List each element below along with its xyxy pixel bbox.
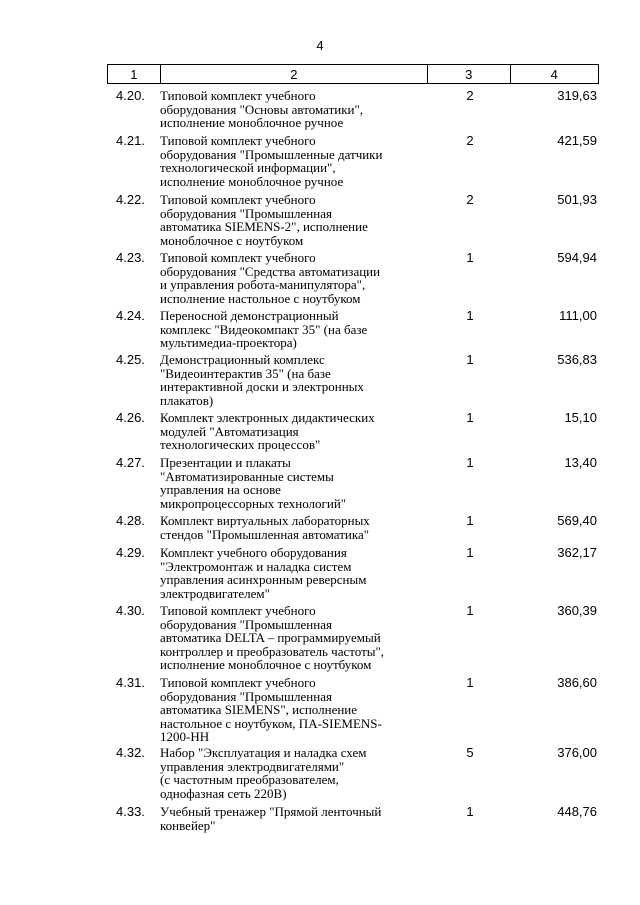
row-description: Презентации и плакаты "Автоматизированные системы управления на основе микропроцессорных технологий"	[160, 455, 347, 511]
row-number: 4.25.	[116, 352, 145, 367]
row-description: Переносной демонстрационный комплекс "Видеокомпакт 35" (на базе мультимедиа-проектора)	[160, 308, 368, 350]
row-price: 111,00	[559, 308, 597, 323]
row-number: 4.30.	[116, 603, 145, 618]
row-price: 376,00	[557, 745, 597, 760]
row-price: 360,39	[557, 603, 597, 618]
row-price: 536,83	[557, 352, 597, 367]
row-quantity: 1	[466, 455, 474, 470]
row-price: 421,59	[557, 133, 597, 148]
row-number: 4.32.	[116, 745, 145, 760]
row-quantity: 1	[466, 804, 474, 819]
row-price: 13,40	[564, 455, 597, 470]
row-number: 4.31.	[116, 675, 145, 690]
row-number: 4.33.	[116, 804, 145, 819]
row-number: 4.28.	[116, 513, 145, 528]
row-price: 386,60	[557, 675, 597, 690]
row-number: 4.22.	[116, 192, 145, 207]
row-number: 4.23.	[116, 250, 145, 265]
row-quantity: 2	[466, 133, 474, 148]
row-description: Комплект учебного оборудования "Электромонтаж и наладка систем управления асинхронным реверсным электродвигателем"	[160, 545, 367, 601]
row-price: 15,10	[564, 410, 597, 425]
header-col-3: 3	[428, 65, 511, 84]
row-description: Демонстрационный комплекс "Видеоинтерактив 35" (на базе интерактивной доски и электронных плакатов)	[160, 352, 364, 408]
row-price: 319,63	[557, 88, 597, 103]
row-description: Типовой комплект учебного оборудования "Промышленные датчики технологической информации", исполнение моноблочное ручное	[160, 133, 383, 189]
header-col-1: 1	[108, 65, 161, 84]
row-description: Учебный тренажер "Прямой ленточный конвейер"	[160, 804, 382, 833]
row-number: 4.21.	[116, 133, 145, 148]
row-quantity: 2	[466, 192, 474, 207]
row-quantity: 1	[466, 308, 474, 323]
row-quantity: 1	[466, 675, 474, 690]
row-description: Комплект виртуальных лабораторных стендов "Промышленная автоматика"	[160, 513, 370, 542]
row-number: 4.20.	[116, 88, 145, 103]
row-price: 448,76	[557, 804, 597, 819]
page-number: 4	[316, 38, 324, 53]
row-quantity: 2	[466, 88, 474, 103]
header-col-2: 2	[160, 65, 427, 84]
row-price: 569,40	[557, 513, 597, 528]
row-price: 501,93	[557, 192, 597, 207]
row-quantity: 1	[466, 410, 474, 425]
row-quantity: 1	[466, 603, 474, 618]
row-quantity: 1	[466, 250, 474, 265]
row-description: Типовой комплект учебного оборудования "Основы автоматики", исполнение моноблочное ручное	[160, 88, 364, 130]
row-quantity: 1	[466, 352, 474, 367]
row-number: 4.24.	[116, 308, 145, 323]
row-description: Типовой комплект учебного оборудования "Промышленная автоматика SIEMENS-2", исполнение моноблочное с ноутбуком	[160, 192, 368, 248]
row-quantity: 1	[466, 513, 474, 528]
row-price: 594,94	[557, 250, 597, 265]
row-description: Типовой комплект учебного оборудования "Средства автоматизации и управления робота-манипулятора", исполнение настольное с ноутбуком	[160, 250, 381, 306]
row-quantity: 1	[466, 545, 474, 560]
row-quantity: 5	[466, 745, 474, 760]
row-number: 4.26.	[116, 410, 145, 425]
header-col-4: 4	[510, 65, 599, 84]
row-description: Типовой комплект учебного оборудования "Промышленная автоматика DELTA – программируемый контроллер и преобразователь частоты", исполнение моноблочное с ноутбуком	[160, 603, 385, 672]
row-number: 4.27.	[116, 455, 145, 470]
row-description: Комплект электронных дидактических модулей "Автоматизация технологических процессов"	[160, 410, 375, 452]
row-description: Типовой комплект учебного оборудования "Промышленная автоматика SIEMENS", исполнение настольное с ноутбуком, ПА-SIEMENS- 1200-НН	[160, 675, 382, 744]
row-price: 362,17	[557, 545, 597, 560]
row-description: Набор "Эксплуатация и наладка схем управления электродвигателями" (с частотным преобразователем, однофазная сеть 220В)	[160, 745, 367, 801]
table-header	[107, 64, 599, 84]
row-number: 4.29.	[116, 545, 145, 560]
